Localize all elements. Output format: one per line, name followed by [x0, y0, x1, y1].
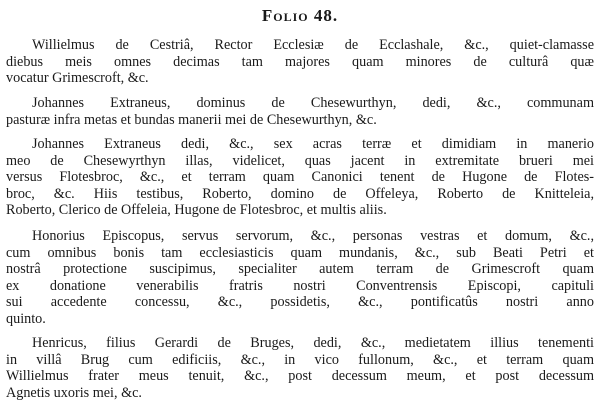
- entry-line: Honorius Episcopus, servus servorum, &c., personas vestras et domum, &c.,: [32, 228, 594, 244]
- entry-line: quinto.: [6, 310, 46, 327]
- entry-line: Roberto, Clerico de Offeleia, Hugone de Flotesbroc, et multis aliis.: [6, 202, 387, 218]
- entry-line: broc, &c. Hiis testibus, Roberto, domino de Offeleya, Roberto de Knitteleia,: [6, 185, 594, 202]
- entry-line: sui accedente concessu, &c., possidetis, &c., pontificatûs nostri anno: [6, 294, 594, 310]
- entry-line: nostrâ protectione suscipimus, specialiter autem terram de Grimescroft quam: [6, 261, 594, 277]
- entry-line: Agnetis uxoris mei, &c.: [6, 384, 142, 401]
- entry-paragraph: [6, 335, 594, 401]
- entry-line: Willielmus de Cestriâ, Rector Ecclesiæ de Ecclashale, &c., quiet-clamasse: [32, 37, 594, 53]
- entry-line: Willielmus frater meus tenuit, &c., post decessum meum, et post decessum: [6, 368, 594, 384]
- entry-line: ex donatione venerabilis fratris nostri Conventrensis Episcopi, capituli: [6, 277, 594, 294]
- entry-line: Henricus, filius Gerardi de Bruges, dedi, &c., medietatem illius tenementi: [32, 335, 594, 351]
- entry-line: Johannes Extraneus dedi, &c., sex acras terræ et dimidiam in manerio: [32, 136, 594, 152]
- entry-line: vocatur Grimescroft, &c.: [6, 70, 149, 86]
- entry-line: cum omnibus bonis tam ecclesiasticis quam mundanis, &c., sub Beati Petri et: [6, 244, 594, 261]
- entry-line: pasturæ infra metas et bundas manerii mei de Chesewurthyn, &c.: [6, 111, 377, 128]
- entry-paragraph: [6, 136, 594, 219]
- entry-paragraph: [6, 37, 594, 87]
- entry-line: versus Flotesbroc, &c., et terram quam Canonici tenent de Hugone de Flotes-: [6, 169, 594, 185]
- entry-paragraph: [6, 228, 594, 327]
- entry-line: diebus meis omnes decimas tam majores quam minores de culturâ quæ: [6, 53, 594, 70]
- entry-line: Johannes Extraneus, dominus de Chesewurthyn, dedi, &c., communam: [32, 95, 594, 111]
- entry-paragraph: [6, 95, 594, 128]
- entry-line: meo de Chesewyrthyn illas, videlicet, quas jacent in extremitate brueri mei: [6, 152, 594, 169]
- folio-heading: Folio 48.: [261, 6, 339, 25]
- entry-line: in villâ Brug cum edificiis, &c., in vico fullonum, &c., et terram quam: [6, 351, 594, 368]
